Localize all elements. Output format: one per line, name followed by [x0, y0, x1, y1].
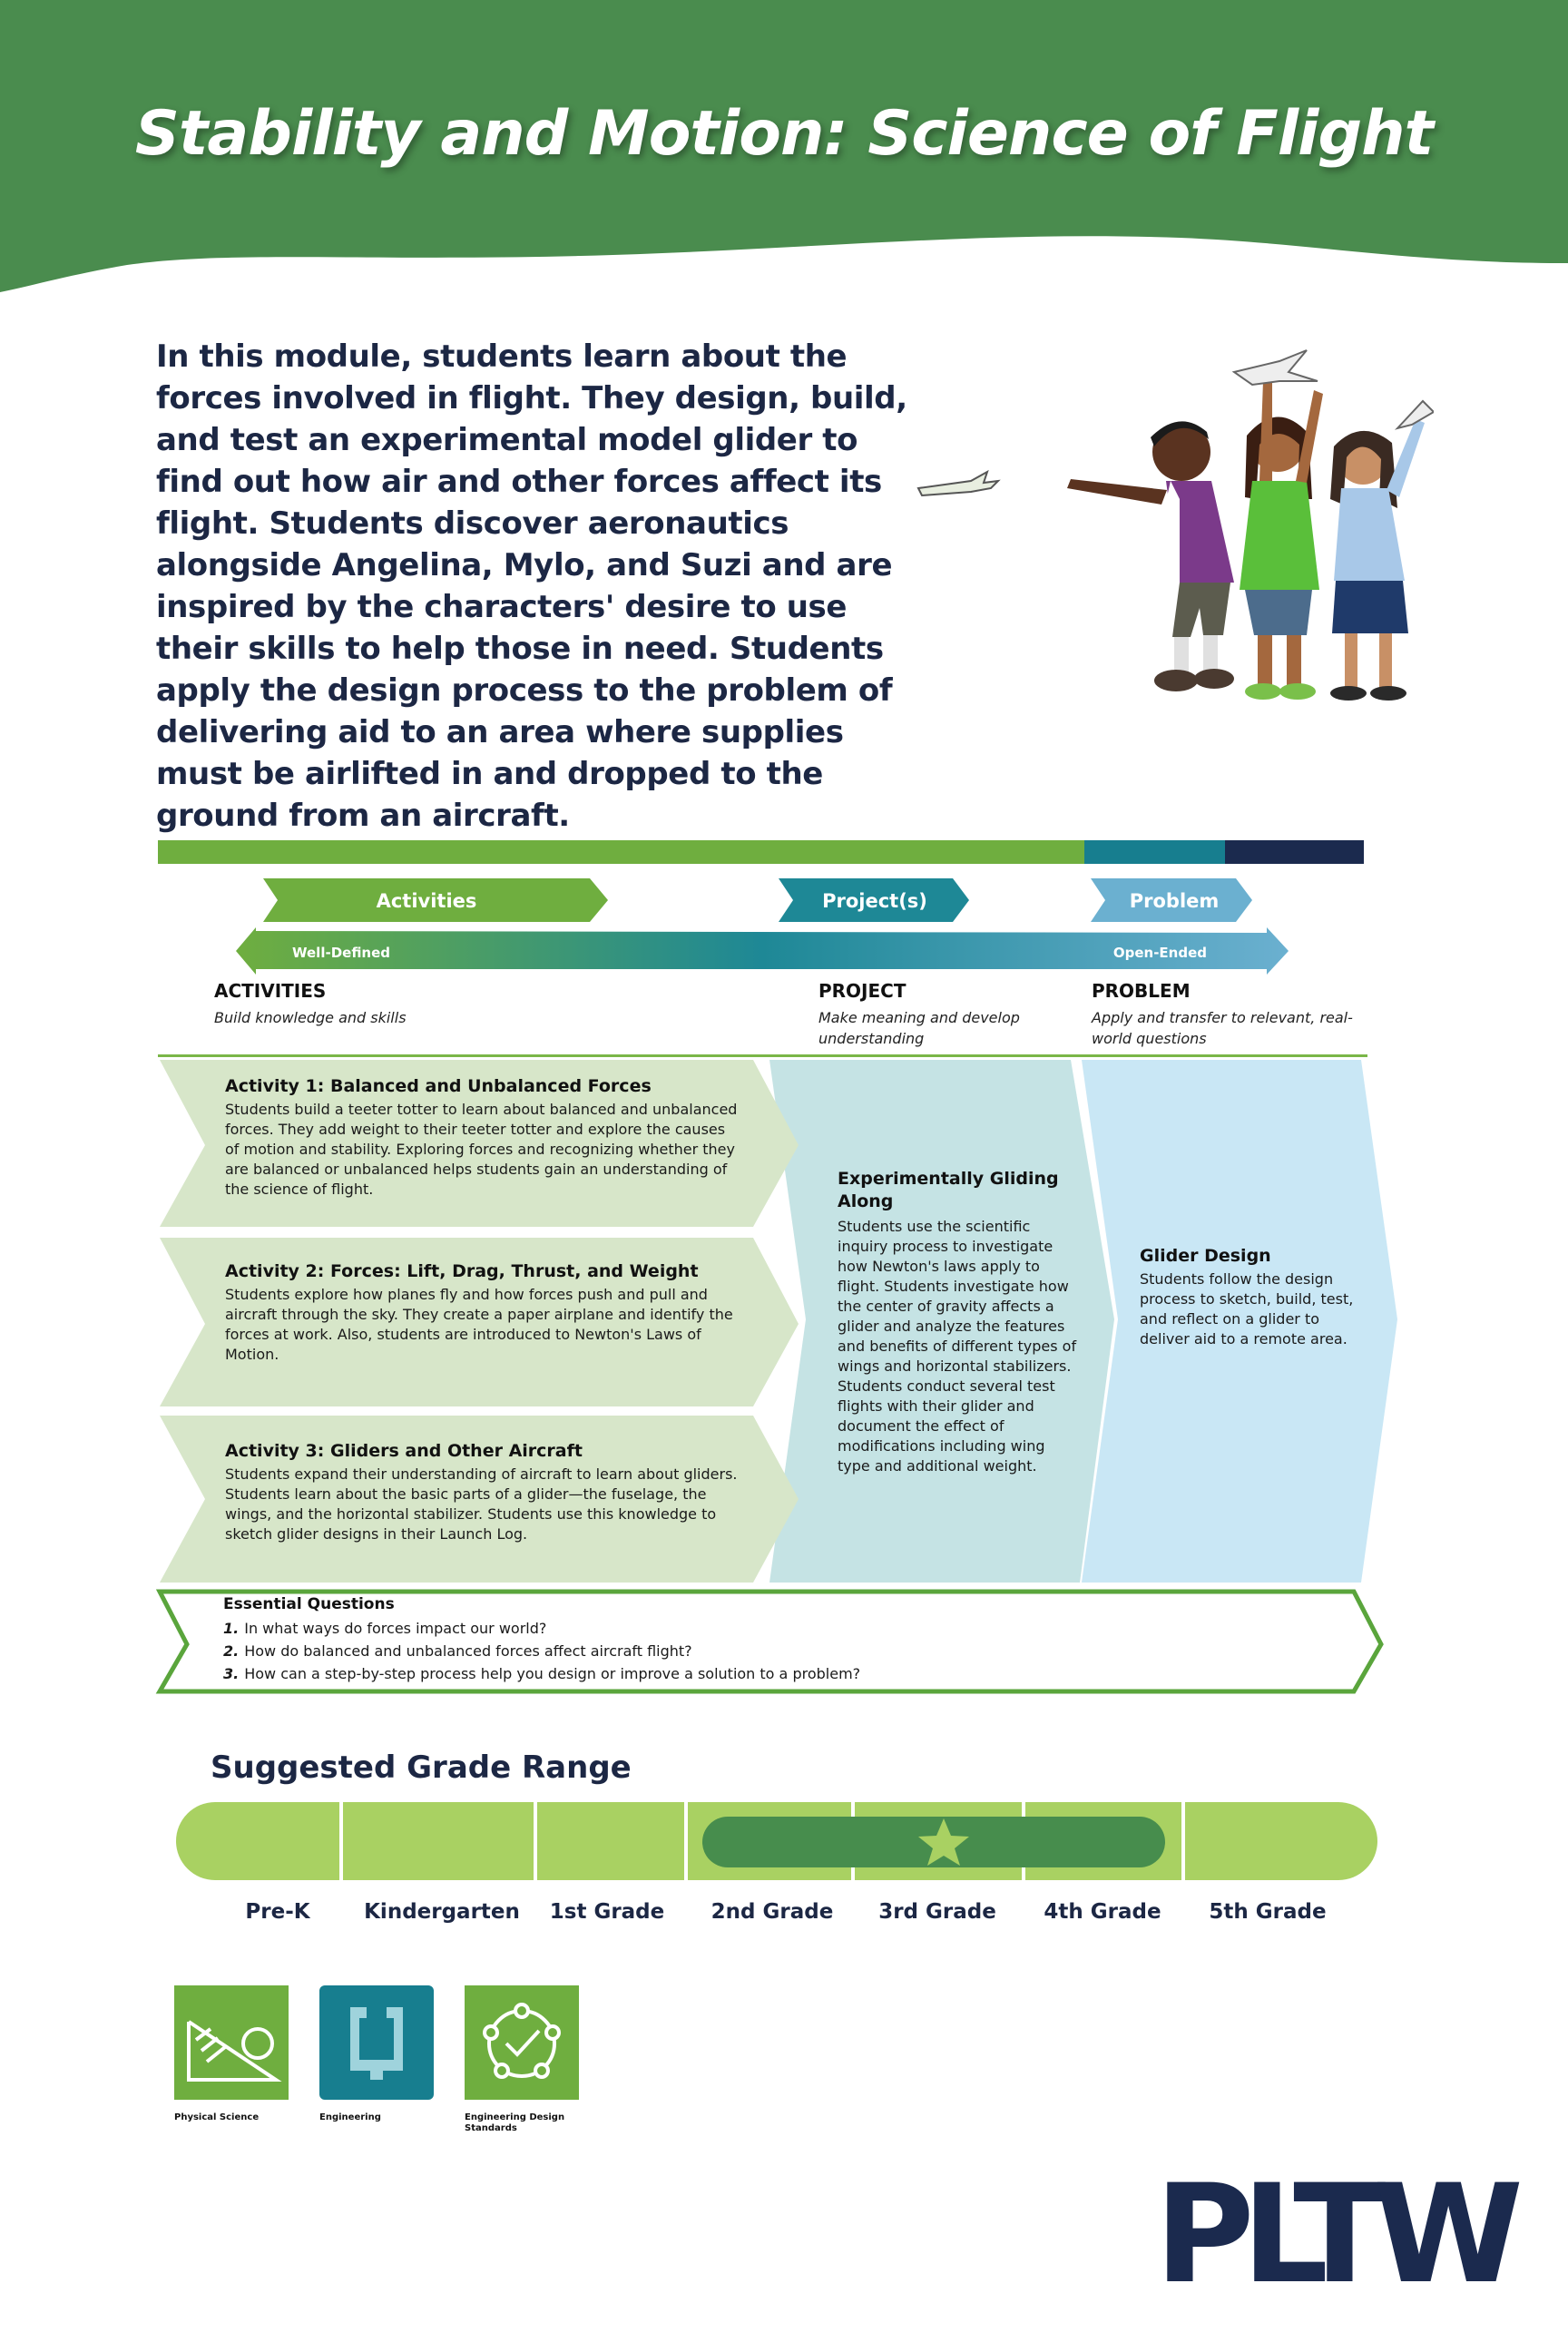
activity-3-body: Students expand their understanding of aircraft to learn about gliders. Students learn about the basic parts of a glider—the fuselage, the wings, and the horizontal stabilizer. Students use this knowledge to sketch glider designs in their Launch Log. [225, 1465, 738, 1543]
grade-label: 5th Grade [1209, 1900, 1327, 1924]
project-title: Experimentally Gliding Along [838, 1169, 1059, 1211]
design-standards-label: Engineering Design Standards [465, 2112, 565, 2133]
grade-range-title: Suggested Grade Range [211, 1749, 632, 1786]
grade-label: Kindergarten [364, 1900, 520, 1924]
question-item [223, 1662, 1312, 1685]
question-item [223, 1640, 1312, 1662]
projects-label: Project(s) [822, 890, 927, 912]
learning-spectrum [227, 871, 1298, 980]
activities-subheading: Build knowledge and skills [214, 1009, 407, 1026]
question-number: 3. [223, 1665, 240, 1682]
problem-title: Glider Design [1140, 1246, 1271, 1266]
project-body: Students use the scientific inquiry process to investigate how Newton's laws apply to flight. Students investigate how the center of gravity affects a glider and analyze the features and benefits of different types of wings and horizontal stabilizers. Students conduct several test flights with their glider and document the effect of modifications including wing type and additional weight. [838, 1218, 1077, 1475]
activity-2-title: Activity 2: Forces: Lift, Drag, Thrust, and Weight [225, 1261, 699, 1281]
question-number: 1. [223, 1620, 240, 1637]
plane-icon [918, 472, 998, 495]
essential-questions-title: Essential Questions [223, 1595, 395, 1613]
question-text: In what ways do forces impact our world? [244, 1620, 547, 1637]
grade-label: Pre-K [245, 1900, 310, 1924]
engineering-label: Engineering [319, 2112, 381, 2122]
open-ended-label: Open-Ended [1112, 945, 1207, 961]
well-defined-label: Well-Defined [292, 945, 391, 961]
grade-label: 1st Grade [549, 1900, 665, 1924]
problem-label: Problem [1129, 890, 1220, 912]
engineering-icon [319, 1985, 434, 2100]
activities-label: Activities [376, 890, 477, 912]
problem-subheading: Apply and transfer to relevant, real-world questions [1092, 1009, 1353, 1047]
activity-3 [225, 1441, 742, 1544]
project-block [838, 1168, 1078, 1476]
project-heading: PROJECT [818, 980, 906, 1002]
question-text: How can a step-by-step process help you design or improve a solution to a problem? [244, 1665, 861, 1682]
intro-paragraph: In this module, students learn about the forces involved in flight. They design, build, and test an experimental model glider to find out how air and other forces affect its flight. Students discover aeronautics alongside Angelina, Mylo, and Suzi and are inspired by the characters' desire to use their skills to help those in need. Students apply the design process to the problem of delivering aid to an area where supplies must be airlifted in and dropped to the ground from an aircraft. [156, 338, 907, 834]
grade-label: 4th Grade [1044, 1900, 1161, 1924]
question-text: How do balanced and unbalanced forces affect aircraft flight? [244, 1642, 692, 1660]
design-standards-icon [465, 1985, 579, 2100]
question-item [223, 1617, 1312, 1640]
activity-1-title: Activity 1: Balanced and Unbalanced Forces [225, 1076, 652, 1096]
grade-label: 3rd Grade [878, 1900, 996, 1924]
essential-questions [223, 1595, 1312, 1685]
grade-range-bar [176, 1802, 1377, 1880]
problem-heading: PROBLEM [1092, 980, 1191, 1002]
activity-3-title: Activity 3: Gliders and Other Aircraft [225, 1441, 583, 1461]
strip-project [1084, 840, 1225, 864]
grade-label: 2nd Grade [710, 1900, 834, 1924]
activity-1-body: Students build a teeter totter to learn about balanced and unbalanced forces. They add weight to their teeter totter and explore the causes of motion and stability. Exploring forces and recognizing whether they are balanced or unbalanced helps students gain an understanding of the science of flight. [225, 1101, 738, 1198]
page-title: Stability and Motion: Science of Flight [134, 98, 1434, 170]
activity-2 [225, 1261, 742, 1365]
problem-block [1140, 1246, 1367, 1349]
question-number: 2. [223, 1642, 240, 1660]
kids-illustration [907, 345, 1434, 744]
physical-science-label: Physical Science [174, 2112, 260, 2122]
project-subheading: Make meaning and develop understanding [818, 1009, 1020, 1047]
physical-science-icon [174, 1985, 289, 2100]
strip-problem [1225, 840, 1364, 864]
activity-1 [225, 1076, 742, 1200]
activities-heading: ACTIVITIES [214, 980, 327, 1002]
problem-body: Students follow the design process to sketch, build, test, and reflect on a glider to deliver aid to a remote area. [1140, 1270, 1354, 1348]
activity-2-body: Students explore how planes fly and how forces push and pull and aircraft through the sky. They create a paper airplane and identify the forces at work. Also, students are introduced to Newton's Laws of Motion. [225, 1286, 733, 1363]
pltw-logo: PLTW [1154, 2156, 1511, 2314]
strip-activities [158, 840, 1084, 864]
